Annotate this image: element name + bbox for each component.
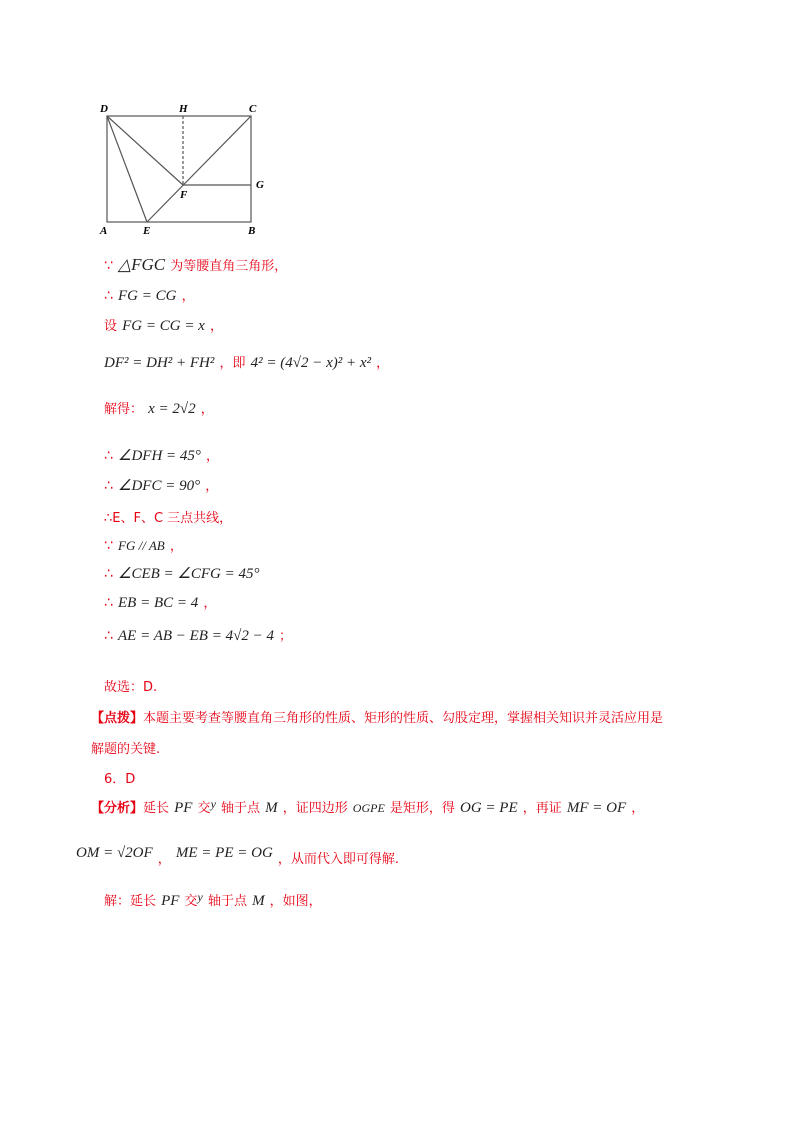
collinear-text: ∴E、F、C 三点共线， [104,511,233,526]
pythagoras-equation: DF² = DH² + FH² [104,355,215,371]
question-6-answer: 6．D [104,772,136,787]
therefore-symbol: ∴ [104,595,113,611]
pf: PF [174,800,193,816]
om-eq: OM = √2OF [76,845,153,861]
text: 是矩形，得 [389,801,455,816]
line-1-text: 为等腰直角三角形， [170,259,288,274]
fg-cg-x: FG = CG = x [122,318,205,334]
therefore-symbol: ∴ [104,448,113,464]
line-18 [76,842,399,867]
label-d: D [100,103,108,115]
og-eq-pe: OG = PE [460,800,518,816]
comma: ， [206,449,220,464]
text: ，再证 [522,801,562,816]
therefore-symbol: ∴ [104,566,113,582]
geometry-figure [96,98,276,240]
text: 轴于点 [220,801,260,816]
comma: ， [209,319,223,334]
pf: PF [161,893,180,909]
angle-dfh: ∠DFH = 45° [118,448,201,464]
comma: ， [205,479,219,494]
analysis-tag: 【分析】 [91,801,144,816]
namely-text: ，即 [219,356,246,371]
y-axis-var: y [210,797,216,811]
therefore-symbol: ∴ [104,478,113,494]
line-6 [104,445,219,465]
line-1 [104,255,287,275]
ae-value: AE = AB − EB = 4√2 − 4 [118,628,274,644]
therefore-symbol: ∴ [104,628,113,644]
therefore-symbol: ∴ [104,288,113,304]
label-c: C [249,103,257,115]
line-9 [104,535,183,554]
answer-choice: 故选：D. [104,680,158,695]
line-14 [91,707,663,726]
segment-ec [147,116,251,222]
label-a: A [100,225,108,237]
text: ，从而代入即可得解. [277,852,400,867]
because-symbol: ∵ [104,258,113,274]
fg-eq-cg: FG = CG [118,288,177,304]
tips-tag: 【点拨】 [91,711,144,726]
text: 延长 [143,801,170,816]
comma: ， [181,289,195,304]
tips-text: 本题主要考查等腰直角三角形的性质、矩形的性质、勾股定理，掌握相关知识并灵活应用是 [143,711,664,726]
comma: ， [200,402,214,417]
line-8 [104,507,232,526]
comma: ， [169,539,183,554]
text: 轴于点 [207,894,247,909]
line-12 [104,625,292,645]
eb-bc: EB = BC = 4 [118,595,199,611]
line-17 [91,797,644,817]
comma: ， [203,596,217,611]
point-m: M [265,800,278,816]
line-4 [104,352,389,372]
angle-dfc: ∠DFC = 90° [118,478,201,494]
line-7 [104,475,218,495]
segment-de [107,116,147,222]
text: ， [631,801,645,816]
x-value: x = 2√2 [148,401,196,417]
let-text: 设 [104,319,118,334]
line-3 [104,315,223,335]
text: 交 [184,894,198,909]
label-f: F [180,189,188,201]
angle-ceb-cfg: ∠CEB = ∠CFG = 45° [118,566,260,582]
y-axis-var: y [197,890,203,904]
text: ，证四边形 [282,801,348,816]
text: 交 [197,801,211,816]
label-b: B [248,225,256,237]
rectangle-abcd [107,116,251,222]
line-19 [104,890,322,910]
fg-parallel-ab: FG // AB [118,538,165,553]
line-2 [104,285,195,305]
text: 解：延长 [104,894,157,909]
line-5 [104,398,214,418]
comma: ， [157,852,171,867]
label-g: G [256,179,264,191]
ogpe: OGPE [352,801,385,815]
segment-df [107,116,183,185]
mf-eq-of: MF = OF [566,800,627,816]
because-symbol: ∵ [104,538,113,554]
point-m: M [252,893,265,909]
line-10 [104,563,259,583]
semicolon: ； [279,629,293,644]
solve-text: 解得： [104,402,144,417]
label-e: E [143,225,151,237]
me-eq: ME = PE = OG [175,845,273,861]
line-15: 解题的关键. [91,742,161,757]
triangle-fgc: △FGC [118,255,166,274]
substituted-equation: 4² = (4√2 − x)² + x² [250,355,371,371]
label-h: H [179,103,188,115]
comma: ， [376,356,390,371]
text: ，如图， [269,894,322,909]
line-11 [104,592,216,612]
